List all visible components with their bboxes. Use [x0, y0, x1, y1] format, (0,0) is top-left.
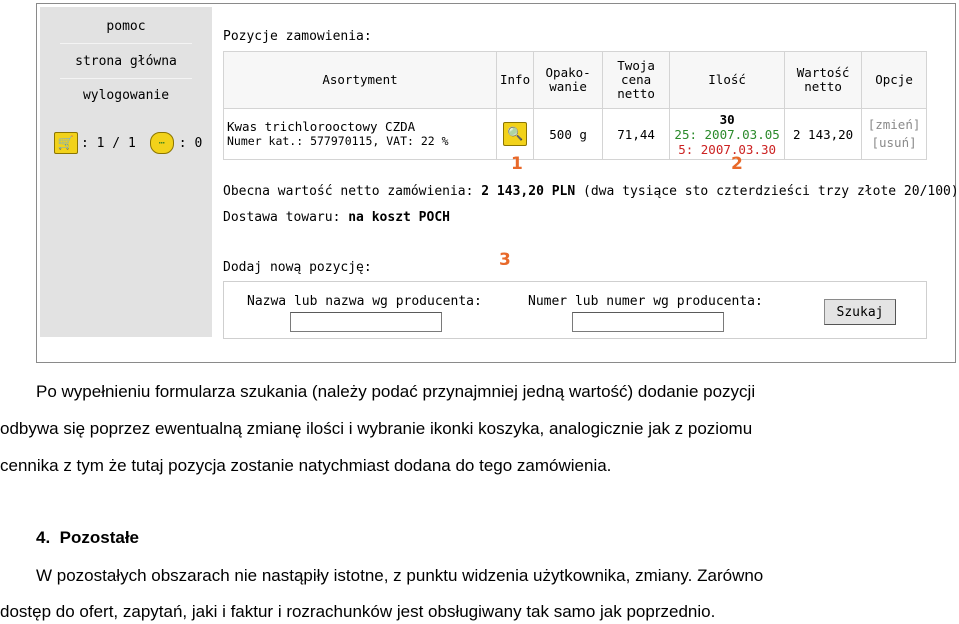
header-price-line: Twoja	[617, 58, 655, 73]
order-screenshot	[36, 3, 959, 363]
section-number: 4.	[36, 528, 51, 547]
delivery-label: Dostawa towaru:	[223, 210, 341, 225]
header-price-line: cena	[621, 72, 652, 87]
delivery-value: na koszt POCH	[348, 210, 450, 225]
table-row	[224, 109, 927, 160]
info-cell	[497, 109, 534, 160]
search-panel	[223, 281, 927, 339]
name-search-label: Nazwa lub nazwa wg producenta:	[247, 294, 482, 309]
delivery-line	[223, 210, 450, 225]
marker-1: 1	[511, 154, 523, 174]
sidebar-link-help[interactable]: pomoc	[106, 19, 146, 34]
paragraph-line: odbywa się poprzez ewentualną zmianę ilości i wybranie ikonki koszyka, analogicznie jak z poziomu	[0, 419, 753, 438]
search-button[interactable]: Szukaj	[824, 299, 896, 325]
sidebar-divider	[60, 78, 192, 79]
inquiry-count: : 0	[178, 135, 203, 151]
order-total-label: Obecna wartość netto zamówienia:	[223, 184, 474, 199]
sidebar	[40, 7, 212, 337]
order-table	[223, 51, 927, 160]
header-net-value	[785, 52, 862, 109]
options-cell	[862, 109, 927, 160]
paragraph-line: Po wypełnieniu formularza szukania (należy podać przynajmniej jedną wartość) dodanie pozycji	[36, 382, 756, 401]
product-catalog: Numer kat.: 577970115, VAT: 22 %	[227, 134, 449, 148]
quantity-cell	[670, 109, 785, 160]
availability-green: 25: 2007.03.05	[674, 126, 780, 142]
section-heading	[36, 528, 139, 548]
sidebar-divider	[60, 43, 192, 44]
order-total-amount: 2 143,20 PLN	[481, 184, 576, 199]
marker-3: 3	[499, 250, 511, 270]
value-cell: 2 143,20	[785, 109, 862, 160]
remove-link[interactable]: [usuń]	[871, 135, 917, 150]
packaging-cell: 500 g	[534, 109, 603, 160]
product-cell	[224, 109, 497, 160]
header-price-line: netto	[617, 86, 655, 101]
header-packaging-line: Opako-	[545, 65, 591, 80]
header-options: Opcje	[862, 52, 927, 109]
price-cell: 71,44	[603, 109, 670, 160]
header-info: Info	[497, 52, 534, 109]
quantity-value: 30	[719, 111, 735, 127]
name-search-input[interactable]	[290, 312, 442, 332]
product-name: Kwas trichlorooctowy CZDA	[227, 119, 416, 134]
order-section-title: Pozycje zamowienia:	[223, 29, 372, 44]
sidebar-link-home[interactable]: strona główna	[75, 54, 177, 69]
header-value-line: netto	[804, 79, 842, 94]
availability-red: 5: 2007.03.30	[678, 141, 777, 157]
sidebar-link-logout[interactable]: wylogowanie	[82, 88, 170, 103]
order-total-words: (dwa tysiące sto czterdzieści trzy złote 20/100)	[583, 184, 959, 199]
header-assortment: Asortyment	[224, 52, 497, 109]
number-search-input[interactable]	[572, 312, 724, 332]
header-value-line: Wartość	[796, 65, 850, 80]
magnifier-icon[interactable]: 🔍	[503, 122, 527, 146]
paragraph-line: cennika z tym że tutaj pozycja zostanie natychmiast dodana do tego zamówienia.	[0, 456, 612, 475]
order-total-line	[223, 184, 959, 199]
number-search-label: Numer lub numer wg producenta:	[528, 294, 763, 309]
section-title: Pozostałe	[59, 528, 139, 547]
header-quantity: Ilość	[670, 52, 785, 109]
sidebar-counters	[54, 131, 202, 155]
add-position-title: Dodaj nową pozycję:	[223, 260, 372, 275]
body-line: dostęp do ofert, zapytań, jaki i faktur i rozrachunków jest obsługiwany tak samo jak poprzednio.	[0, 602, 716, 621]
header-your-price	[603, 52, 670, 109]
header-packaging-line: wanie	[549, 79, 587, 94]
inquiry-icon[interactable]: ⋯	[150, 132, 174, 154]
table-header-row	[224, 52, 927, 109]
change-link[interactable]: [zmień]	[867, 117, 921, 132]
header-packaging	[534, 52, 603, 109]
marker-2: 2	[731, 154, 743, 174]
cart-count: : 1 / 1	[81, 135, 136, 151]
cart-icon[interactable]: 🛒	[54, 132, 78, 154]
body-line: W pozostałych obszarach nie nastąpiły istotne, z punktu widzenia użytkownika, zmiany. Zarówno	[36, 566, 764, 585]
